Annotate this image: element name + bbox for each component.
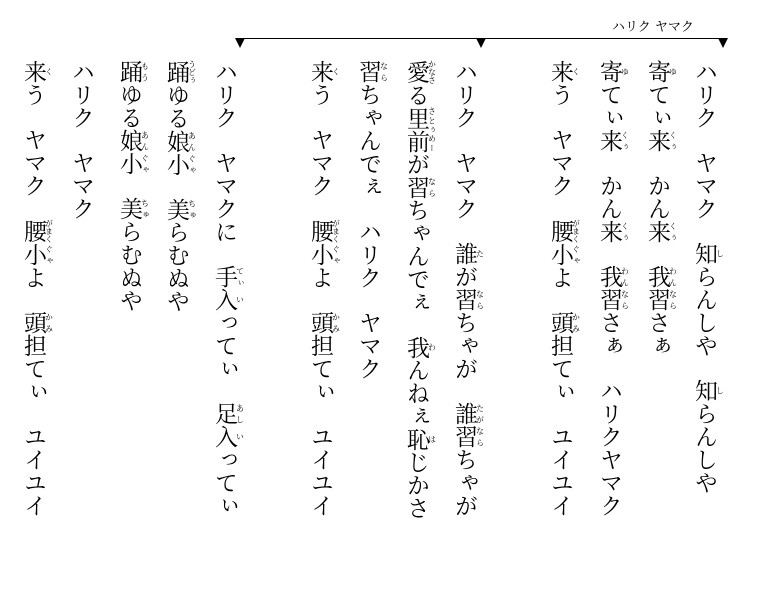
lyric-phrase bbox=[451, 402, 485, 517]
ruby-word bbox=[403, 427, 437, 451]
ruby-reading: かみ bbox=[571, 311, 581, 334]
ruby-word bbox=[307, 243, 341, 266]
lyric-text: らむぬや bbox=[163, 220, 189, 313]
ruby-base: 誰 bbox=[451, 242, 477, 265]
ruby-word bbox=[644, 220, 678, 243]
lyric-line bbox=[298, 60, 342, 580]
lyric-phrase bbox=[20, 219, 54, 289]
ruby-reading: ゆ bbox=[668, 60, 678, 83]
lyric-line bbox=[59, 60, 103, 580]
lyric-text: 担てぃ bbox=[307, 334, 333, 403]
ruby-reading: なら bbox=[475, 425, 485, 448]
ruby-base: 小 bbox=[163, 152, 189, 176]
lyric-phrase bbox=[211, 60, 237, 129]
ruby-base: 習 bbox=[644, 288, 670, 311]
lyric-phrase bbox=[596, 60, 630, 152]
lyric-text: さぁ bbox=[644, 311, 670, 357]
lyric-line bbox=[538, 60, 582, 580]
ruby-base: 習 bbox=[451, 425, 477, 448]
lyric-text: 担てぃ bbox=[20, 334, 46, 403]
lyric-text: らんしや bbox=[691, 265, 717, 357]
ruby-reading: ぐゃ bbox=[187, 152, 197, 176]
lyric-phrase bbox=[20, 311, 54, 403]
ruby-word bbox=[451, 288, 485, 311]
ruby-reading: かなさ bbox=[427, 60, 437, 84]
ruby-word bbox=[403, 106, 437, 153]
lyric-phrase bbox=[211, 402, 245, 517]
ruby-reading: なら bbox=[668, 288, 678, 311]
lyric-line bbox=[635, 60, 679, 580]
ruby-base: 小 bbox=[547, 243, 573, 266]
ruby-word bbox=[691, 379, 725, 402]
ruby-reading: い bbox=[235, 425, 245, 448]
lyric-text: ハリク bbox=[211, 60, 237, 129]
lyric-phrase bbox=[644, 174, 678, 243]
lyric-text: う bbox=[20, 83, 46, 106]
ruby-reading: い bbox=[235, 288, 245, 311]
ruby-reading: あし bbox=[235, 402, 245, 425]
lyric-phrase bbox=[355, 60, 389, 198]
ruby-word bbox=[596, 288, 630, 311]
ruby-base: 知 bbox=[691, 242, 717, 265]
ruby-reading: ちゅ bbox=[140, 197, 150, 220]
lyric-text: る bbox=[403, 83, 429, 107]
lyric-phrase bbox=[163, 60, 197, 176]
ruby-word bbox=[596, 60, 630, 83]
ruby-word bbox=[596, 265, 630, 288]
lyric-text: ヤマク bbox=[20, 128, 46, 197]
ruby-word bbox=[211, 265, 245, 288]
lyric-text: ゆる bbox=[163, 83, 189, 130]
ruby-word bbox=[644, 265, 678, 288]
ruby-reading: かみ bbox=[44, 311, 54, 334]
lyric-text: さぁ bbox=[596, 311, 622, 357]
lyric-text: ハリク bbox=[68, 60, 94, 129]
ruby-reading: かみ bbox=[331, 311, 341, 334]
lyric-line bbox=[587, 60, 631, 580]
lyric-text: ヤマク bbox=[451, 151, 477, 220]
ruby-base: 里前 bbox=[403, 106, 429, 153]
ruby-word bbox=[116, 152, 150, 175]
lyric-text: ユイユイ bbox=[307, 425, 333, 517]
ruby-base: 頭 bbox=[547, 311, 573, 334]
ruby-base: 入 bbox=[211, 288, 237, 311]
ruby-reading: は bbox=[427, 427, 437, 451]
lyric-phrase bbox=[596, 379, 622, 517]
arrow-down-icon bbox=[718, 38, 728, 48]
ruby-word bbox=[691, 242, 725, 265]
ruby-base: 来 bbox=[644, 220, 670, 243]
lyric-line bbox=[346, 60, 390, 580]
lyric-text: ヤマク bbox=[691, 151, 717, 220]
lyric-text: が bbox=[451, 265, 477, 288]
lyric-phrase bbox=[644, 60, 678, 152]
lyric-phrase bbox=[547, 219, 581, 289]
ruby-reading: く bbox=[571, 60, 581, 83]
ruby-reading: た bbox=[475, 242, 485, 265]
ruby-reading: なら bbox=[475, 288, 485, 311]
lyric-phrase bbox=[307, 425, 333, 517]
lyric-text: ちゃんでぇ bbox=[403, 198, 429, 314]
ruby-word bbox=[211, 425, 245, 448]
ruby-word bbox=[547, 219, 581, 243]
lyric-text: ゆる bbox=[116, 83, 142, 129]
lyric-phrase bbox=[596, 174, 630, 243]
lyric-text: ヤマク bbox=[68, 151, 94, 220]
arrow-down-icon bbox=[235, 38, 245, 48]
ruby-base: 来 bbox=[644, 129, 670, 152]
lyric-phrase bbox=[355, 311, 381, 380]
lyric-line bbox=[11, 60, 55, 580]
ruby-word bbox=[163, 129, 197, 153]
ruby-base: 誰 bbox=[451, 402, 477, 425]
ruby-base: 娘 bbox=[163, 129, 189, 153]
ruby-reading: うどぅ bbox=[187, 60, 197, 84]
ruby-word bbox=[116, 129, 150, 152]
lyric-line bbox=[682, 60, 726, 580]
ruby-word bbox=[451, 242, 485, 265]
ruby-base: 愛 bbox=[403, 60, 429, 84]
ruby-reading: し bbox=[715, 242, 725, 265]
lyric-text: ヤマク bbox=[307, 128, 333, 197]
ruby-reading: がまく bbox=[44, 219, 54, 243]
ruby-reading: がまく bbox=[571, 219, 581, 243]
lyric-text: ハリクヤマク bbox=[596, 379, 622, 517]
lyric-phrase bbox=[211, 265, 245, 380]
ruby-word bbox=[403, 335, 437, 359]
lyric-phrase bbox=[547, 311, 581, 403]
ruby-base: 来 bbox=[547, 60, 573, 83]
lyric-phrase bbox=[691, 242, 725, 357]
lyric-phrase bbox=[355, 220, 381, 289]
lyric-phrase bbox=[307, 128, 333, 197]
ruby-reading: くぅ bbox=[620, 129, 630, 152]
lyric-text: よ bbox=[20, 266, 46, 289]
ruby-reading: わ bbox=[427, 335, 437, 359]
ruby-base: 小 bbox=[307, 243, 333, 266]
ruby-word bbox=[403, 60, 437, 84]
lyric-phrase bbox=[116, 197, 150, 312]
ruby-reading: ぐゃ bbox=[571, 243, 581, 266]
lyric-phrase bbox=[307, 60, 341, 106]
lyric-text: ヤマク bbox=[547, 128, 573, 197]
ruby-reading: わん bbox=[668, 265, 678, 288]
lyric-phrase bbox=[20, 60, 54, 106]
ruby-base: 頭 bbox=[307, 311, 333, 334]
ruby-reading: なら bbox=[427, 175, 437, 199]
lyric-text: かん bbox=[644, 174, 670, 220]
lyric-text: が bbox=[403, 152, 429, 176]
ruby-word bbox=[20, 311, 54, 334]
ruby-base: 我 bbox=[596, 265, 622, 288]
ruby-base: 手 bbox=[211, 265, 237, 288]
lyric-phrase bbox=[547, 60, 581, 106]
ruby-base: 入 bbox=[211, 425, 237, 448]
ruby-base: 腰 bbox=[307, 219, 333, 243]
ruby-word bbox=[596, 129, 630, 152]
lyric-text: らんしや bbox=[691, 402, 717, 494]
ruby-word bbox=[307, 60, 341, 83]
lyric-line bbox=[202, 60, 246, 580]
lyric-text: 担てぃ bbox=[547, 334, 573, 403]
lyric-phrase bbox=[211, 151, 237, 243]
lyric-phrase bbox=[451, 242, 485, 380]
ruby-word bbox=[547, 60, 581, 83]
ruby-reading: くぅ bbox=[668, 129, 678, 152]
ruby-reading: ちゅ bbox=[187, 197, 197, 221]
lyric-phrase bbox=[68, 151, 94, 220]
ruby-word bbox=[547, 243, 581, 266]
ruby-reading: く bbox=[44, 60, 54, 83]
ruby-base: 頭 bbox=[20, 311, 46, 334]
ruby-base: 踊 bbox=[116, 60, 142, 83]
ruby-reading: もう bbox=[140, 60, 150, 83]
lyric-text: ハリク bbox=[355, 220, 381, 289]
lyric-phrase bbox=[547, 425, 573, 517]
ruby-base: 小 bbox=[116, 152, 142, 175]
ruby-word bbox=[163, 152, 197, 176]
ruby-base: 美 bbox=[163, 197, 189, 221]
ruby-word bbox=[547, 311, 581, 334]
lyric-text: ちゃが bbox=[451, 311, 477, 380]
ruby-reading: ぐゃ bbox=[140, 152, 150, 175]
ruby-word bbox=[355, 60, 389, 83]
lyric-text: ってぃ bbox=[211, 448, 237, 517]
ruby-base: 来 bbox=[596, 220, 622, 243]
ruby-reading: ゆ bbox=[620, 60, 630, 83]
lyric-line bbox=[442, 60, 486, 580]
ruby-base: 習 bbox=[403, 175, 429, 199]
lyric-text: よ bbox=[307, 266, 333, 289]
ruby-reading: さとぅめー bbox=[427, 106, 437, 153]
ruby-word bbox=[20, 60, 54, 83]
lyric-text: ユイユイ bbox=[547, 425, 573, 517]
lyric-text: ユイユイ bbox=[20, 425, 46, 517]
ruby-base: 習 bbox=[451, 288, 477, 311]
lyric-text: よ bbox=[547, 266, 573, 289]
ruby-reading: く bbox=[331, 60, 341, 83]
lyric-phrase bbox=[68, 60, 94, 129]
ruby-base: 腰 bbox=[20, 219, 46, 243]
lyric-phrase bbox=[403, 60, 437, 314]
lyric-phrase bbox=[451, 60, 477, 129]
ruby-word bbox=[403, 175, 437, 199]
lyric-phrase bbox=[547, 128, 573, 197]
ruby-word bbox=[596, 220, 630, 243]
ruby-word bbox=[451, 425, 485, 448]
ruby-base: 来 bbox=[307, 60, 333, 83]
lyric-text: う bbox=[547, 83, 573, 106]
lyric-phrase bbox=[691, 379, 725, 494]
lyric-phrase bbox=[451, 151, 477, 220]
ruby-base: 我 bbox=[403, 335, 429, 359]
ruby-word bbox=[307, 219, 341, 243]
lyric-phrase bbox=[163, 197, 197, 313]
ruby-word bbox=[116, 197, 150, 220]
lyric-line bbox=[154, 60, 198, 580]
ruby-reading: たが bbox=[475, 402, 485, 425]
ruby-base: 寄 bbox=[596, 60, 622, 83]
lyric-phrase bbox=[20, 128, 46, 197]
ruby-base: 恥 bbox=[403, 427, 429, 451]
ruby-word bbox=[307, 311, 341, 334]
ruby-reading: てぃ bbox=[235, 265, 245, 288]
ruby-reading: くぅ bbox=[620, 220, 630, 243]
lyric-text: ヤマクに bbox=[211, 151, 237, 243]
ruby-word bbox=[644, 60, 678, 83]
ruby-word bbox=[20, 243, 54, 266]
lyric-text: ちゃんでぇ bbox=[355, 83, 381, 198]
ruby-reading: なら bbox=[379, 60, 389, 83]
ruby-base: 踊 bbox=[163, 60, 189, 84]
ruby-reading: ぐゃ bbox=[44, 243, 54, 266]
ruby-base: 習 bbox=[355, 60, 381, 83]
ruby-word bbox=[211, 288, 245, 311]
ruby-reading: くぅ bbox=[668, 220, 678, 243]
ruby-word bbox=[644, 129, 678, 152]
ruby-reading: ぐゃ bbox=[331, 243, 341, 266]
lyric-phrase bbox=[596, 265, 630, 357]
ruby-base: 習 bbox=[596, 288, 622, 311]
ruby-word bbox=[163, 60, 197, 84]
lyric-text: ってぃ bbox=[211, 311, 237, 380]
ruby-word bbox=[20, 219, 54, 243]
lyric-phrase bbox=[307, 311, 341, 403]
lyric-phrase bbox=[691, 151, 717, 220]
lyric-text: ハリク bbox=[691, 60, 717, 129]
lyric-phrase bbox=[20, 425, 46, 517]
ruby-word bbox=[211, 402, 245, 425]
ruby-base: 来 bbox=[20, 60, 46, 83]
ruby-reading: あん bbox=[140, 129, 150, 152]
ruby-word bbox=[451, 402, 485, 425]
ruby-base: 美 bbox=[116, 197, 142, 220]
arrow-down-icon bbox=[476, 38, 486, 48]
ruby-reading: がまく bbox=[331, 219, 341, 243]
ruby-reading: あん bbox=[187, 129, 197, 153]
lyric-phrase bbox=[116, 60, 150, 175]
lyric-text: かん bbox=[596, 174, 622, 220]
lyric-phrase bbox=[403, 335, 437, 520]
lyric-text: てぃ bbox=[596, 83, 622, 129]
ruby-base: 知 bbox=[691, 379, 717, 402]
lyric-line bbox=[394, 60, 438, 580]
lyric-text: う bbox=[307, 83, 333, 106]
lyric-text: じかさ bbox=[403, 450, 429, 520]
ruby-word bbox=[644, 288, 678, 311]
lyric-phrase bbox=[691, 60, 717, 129]
lyric-text: ちゃが bbox=[451, 448, 477, 517]
ruby-reading: なら bbox=[620, 288, 630, 311]
ruby-word bbox=[163, 197, 197, 221]
ruby-base: 我 bbox=[644, 265, 670, 288]
lyric-text: らむぬや bbox=[116, 220, 142, 312]
lyric-text: んねぇ bbox=[403, 358, 429, 428]
ruby-base: 寄 bbox=[644, 60, 670, 83]
lyric-text: ヤマク bbox=[355, 311, 381, 380]
song-title: ハリク ヤマク bbox=[612, 20, 694, 35]
ruby-reading: し bbox=[715, 379, 725, 402]
ruby-base: 娘 bbox=[116, 129, 142, 152]
ruby-base: 腰 bbox=[547, 219, 573, 243]
ruby-base: 小 bbox=[20, 243, 46, 266]
lyric-line bbox=[107, 60, 151, 580]
lyric-phrase bbox=[307, 219, 341, 289]
ruby-reading: わん bbox=[620, 265, 630, 288]
ruby-base: 足 bbox=[211, 402, 237, 425]
ruby-base: 来 bbox=[596, 129, 622, 152]
lyric-phrase bbox=[644, 265, 678, 357]
lyric-text: ハリク bbox=[451, 60, 477, 129]
ruby-word bbox=[116, 60, 150, 83]
lyric-text: てぃ bbox=[644, 83, 670, 129]
